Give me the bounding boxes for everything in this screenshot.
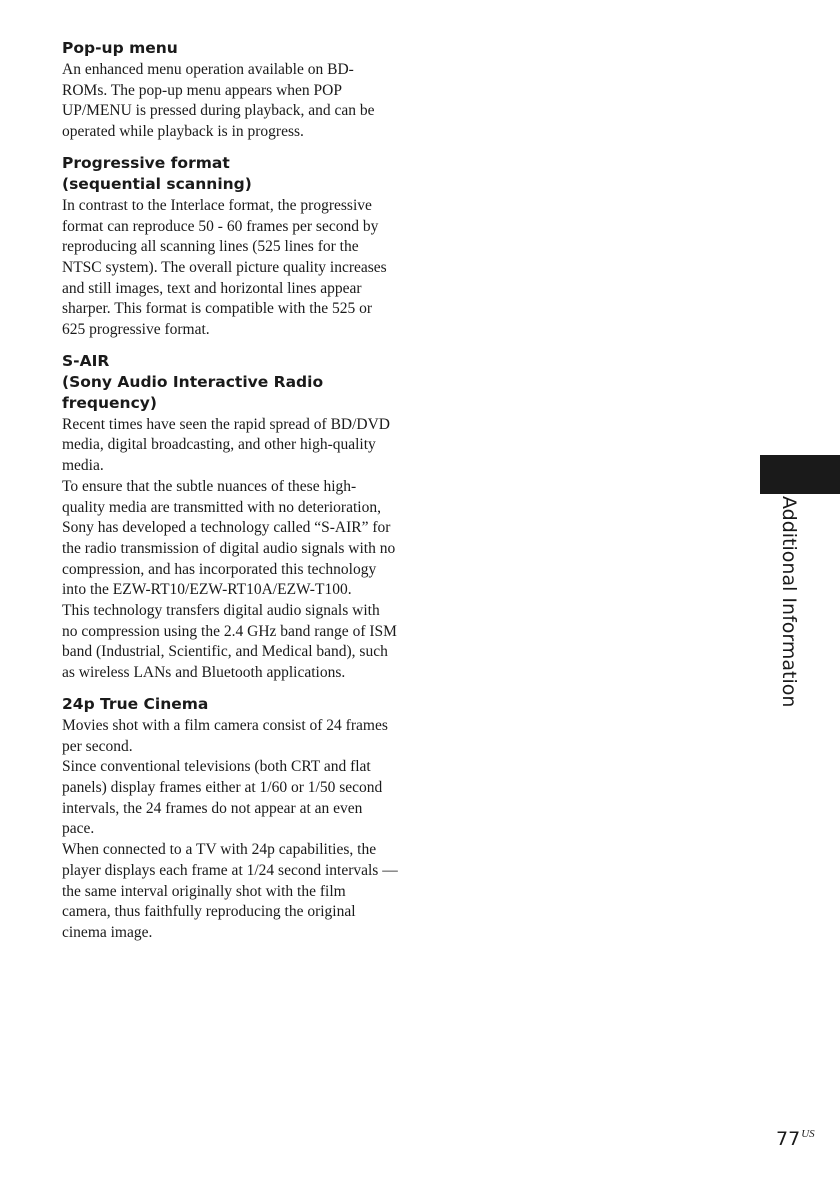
section-heading xyxy=(62,694,398,715)
heading-line: frequency) xyxy=(62,393,157,412)
section-s-air xyxy=(62,351,398,684)
main-content xyxy=(62,38,398,954)
page-number-value: 77 xyxy=(776,1128,801,1150)
section-paragraph: To ensure that the subtle nuances of these high-quality media are transmitted with no deterioration, Sony has developed a technology called “S-AIR” for the radio transmission of digital audio signals with no compression, and has incorporated this technology into the EZW-RT10/EZW-RT10A/EZW-T100. xyxy=(62,477,396,599)
section-paragraph: In contrast to the Interlace format, the progressive format can reproduce 50 - 60 frames per second by reproducing all scanning lines (525 lines for the NTSC system). The overall picture quality increases and still images, text and horizontal lines appear sharper. This format is compatible with the 525 or 625 progressive format. xyxy=(62,196,387,339)
heading-line: (sequential scanning) xyxy=(62,174,252,193)
page-number xyxy=(776,1128,815,1150)
heading-line: (Sony Audio Interactive Radio xyxy=(62,372,324,391)
section-paragraph: When connected to a TV with 24p capabilities, the player displays each frame at 1/24 second intervals — the same interval originally shot with the film camera, thus faithfully reproducing the original cinema image. xyxy=(62,841,398,941)
section-paragraph: This technology transfers digital audio signals with no compression using the 2.4 GHz band range of ISM band (Industrial, Scientific, and Medical band), such as wireless LANs and Bluetooth applications. xyxy=(62,602,397,682)
section-paragraph: Movies shot with a film camera consist of 24 frames per second. xyxy=(62,716,388,755)
section-progressive-format xyxy=(62,153,398,341)
section-heading xyxy=(62,38,398,59)
region-code: US xyxy=(801,1128,815,1140)
chapter-tab-marker xyxy=(760,455,840,494)
section-popup-menu xyxy=(62,38,398,143)
section-paragraph: Recent times have seen the rapid spread of BD/DVD media, digital broadcasting, and other high-quality media. xyxy=(62,415,390,475)
section-24p-true-cinema xyxy=(62,694,398,944)
chapter-tab-label: Additional Information xyxy=(778,496,800,708)
heading-line: Pop-up menu xyxy=(62,39,178,57)
heading-line: S-AIR xyxy=(62,351,110,370)
section-heading xyxy=(62,153,398,195)
section-paragraph: An enhanced menu operation available on BD-ROMs. The pop-up menu appears when POP UP/MENU is pressed during playback, and can be operated while playback is in progress. xyxy=(62,61,375,141)
heading-line: 24p True Cinema xyxy=(62,694,209,713)
section-heading xyxy=(62,351,398,414)
section-paragraph: Since conventional televisions (both CRT and flat panels) display frames either at 1/60 or 1/50 second intervals, the 24 frames do not appear at an even pace. xyxy=(62,758,383,838)
heading-line: Progressive format xyxy=(62,153,230,172)
